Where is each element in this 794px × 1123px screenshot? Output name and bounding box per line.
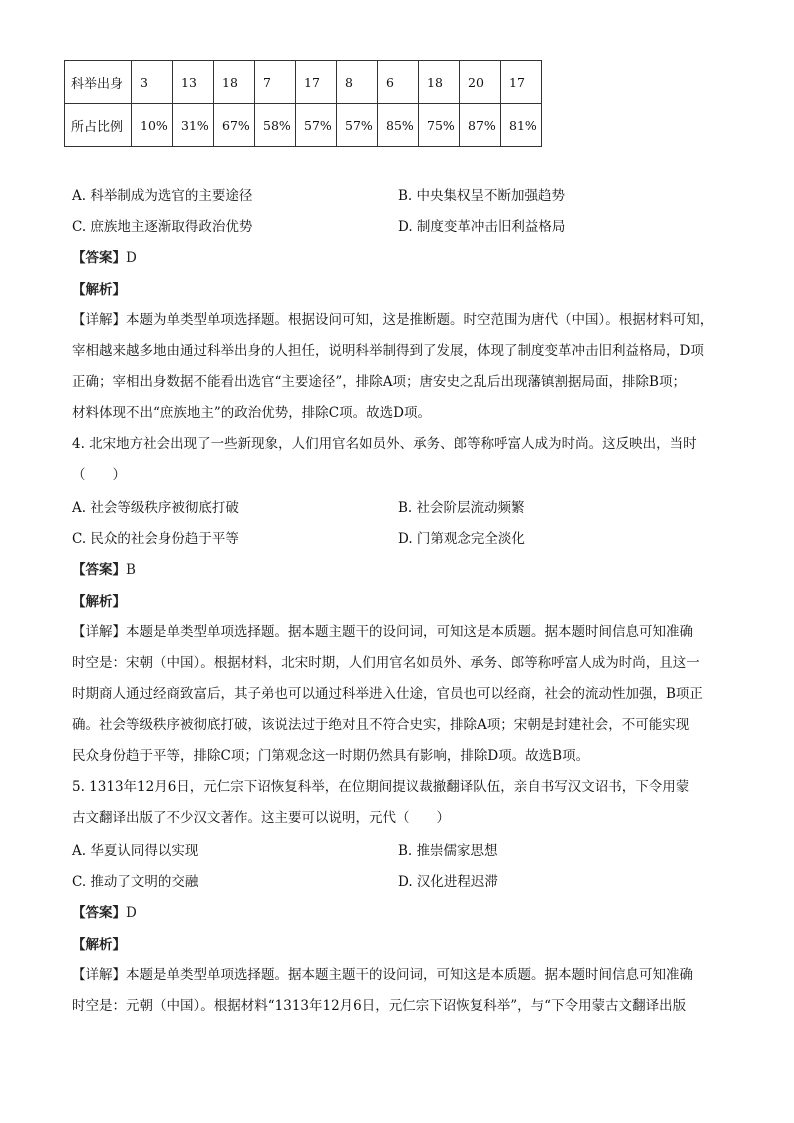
q3-analysis-tag: 【解析】 [72, 282, 126, 298]
q4-detail-line: 确。社会等级秩序被彻底打破，该说法过于绝对且不符合史实，排除A项；宋朝是封建社会，不可能实现 [72, 717, 690, 733]
q4-detail-line: 时期商人通过经商致富后，其子弟也可以通过科举进入仕途，官员也可以经商，社会的流动性加强，B项正 [72, 686, 703, 702]
table-cell: 7 [255, 61, 296, 104]
q4-answer [72, 558, 136, 578]
q3-option-c: C. 庶族地主逐渐取得政治优势 [72, 219, 253, 235]
answer-value: D [126, 250, 137, 266]
q5-analysis-tag: 【解析】 [72, 937, 126, 953]
q4-option-d: D. 门第观念完全淡化 [398, 531, 525, 547]
q4-option-b: B. 社会阶层流动频繁 [398, 500, 525, 516]
answer-value: B [126, 562, 136, 578]
table-row [65, 104, 542, 147]
table-cell: 81% [501, 104, 542, 147]
q5-detail-line: 【详解】本题是单类型单项选择题。据本题主题干的设问词，可知这是本质题。据本题时间信息可知准确 [72, 967, 693, 983]
q3-option-b: B. 中央集权呈不断加强趋势 [398, 188, 566, 204]
q3-detail-line: 材料体现不出“庶族地主”的政治优势，排除C项。故选D项。 [72, 405, 431, 421]
table-cell: 58% [255, 104, 296, 147]
table-cell: 13 [173, 61, 214, 104]
table-cell: 18 [214, 61, 255, 104]
q5-stem-line: 5. 1313年12月6日，元仁宗下诏恢复科举，在位期间提议裁撤翻译队伍，亲自书写汉文诏书，下令用蒙 [72, 779, 690, 795]
table-cell: 17 [296, 61, 337, 104]
q4-option-c: C. 民众的社会身份趋于平等 [72, 531, 239, 547]
q4-detail-line: 时空是：宋朝（中国）。根据材料，北宋时期，人们用官名如员外、承务、郎等称呼富人成为时尚，且这一 [72, 655, 700, 671]
q5-stem-line: 古文翻译出版了不少汉文著作。这主要可以说明，元代（ ） [72, 810, 450, 826]
q4-analysis-tag: 【解析】 [72, 594, 126, 610]
q3-detail-line: 正确；宰相出身数据不能看出选官“主要途径”，排除A项；唐安史之乱后出现藩镇割据局面，排除B项； [72, 374, 686, 390]
q3-detail-line: 【详解】本题为单类型单项选择题。根据设问可知，这是推断题。时空范围为唐代（中国）。根据材料可知， [72, 312, 714, 328]
q5-option-c: C. 推动了文明的交融 [72, 874, 199, 890]
table-cell: 10% [132, 104, 173, 147]
table-cell: 18 [419, 61, 460, 104]
answer-tag: 【答案】 [72, 250, 126, 266]
table-row [65, 61, 542, 104]
q3-option-a: A. 科举制成为选官的主要途径 [72, 188, 253, 204]
q3-option-d: D. 制度变革冲击旧利益格局 [398, 219, 566, 235]
table-cell: 20 [460, 61, 501, 104]
table-cell: 87% [460, 104, 501, 147]
q3-detail-line: 宰相越来越多地由通过科举出身的人担任，说明科举制得到了发展，体现了制度变革冲击旧利益格局，D项 [72, 343, 704, 359]
answer-tag: 【答案】 [72, 905, 126, 921]
answer-value: D [126, 905, 137, 921]
q5-option-a: A. 华夏认同得以实现 [72, 843, 199, 859]
answer-tag: 【答案】 [72, 562, 126, 578]
table-cell: 57% [296, 104, 337, 147]
q5-option-d: D. 汉化进程迟滞 [398, 874, 498, 890]
q3-answer [72, 246, 137, 266]
table-cell: 8 [337, 61, 378, 104]
table-cell: 3 [132, 61, 173, 104]
q5-option-b: B. 推崇儒家思想 [398, 843, 498, 859]
row-label: 所占比例 [65, 104, 132, 147]
q5-answer [72, 901, 137, 921]
table-cell: 85% [378, 104, 419, 147]
q4-option-a: A. 社会等级秩序被彻底打破 [72, 500, 239, 516]
q4-detail-line: 民众身份趋于平等，排除C项；门第观念这一时期仍然具有影响，排除D项。故选B项。 [72, 748, 590, 764]
row-label: 科举出身 [65, 61, 132, 104]
table-cell: 6 [378, 61, 419, 104]
q5-detail-line: 时空是：元朝（中国）。根据材料“1313年12月6日，元仁宗下诏恢复科举”，与“下令用蒙古文翻译出版 [72, 998, 687, 1014]
q4-stem-line: （ ） [72, 467, 126, 483]
table-cell: 31% [173, 104, 214, 147]
q4-stem-line: 4. 北宋地方社会出现了一些新现象，人们用官名如员外、承务、郎等称呼富人成为时尚。这反映出，当时 [72, 436, 697, 452]
table-cell: 57% [337, 104, 378, 147]
table-cell: 17 [501, 61, 542, 104]
exam-background-table [64, 60, 542, 147]
table-cell: 67% [214, 104, 255, 147]
table-cell: 75% [419, 104, 460, 147]
q4-detail-line: 【详解】本题是单类型单项选择题。据本题主题干的设问词，可知这是本质题。据本题时间信息可知准确 [72, 624, 693, 640]
